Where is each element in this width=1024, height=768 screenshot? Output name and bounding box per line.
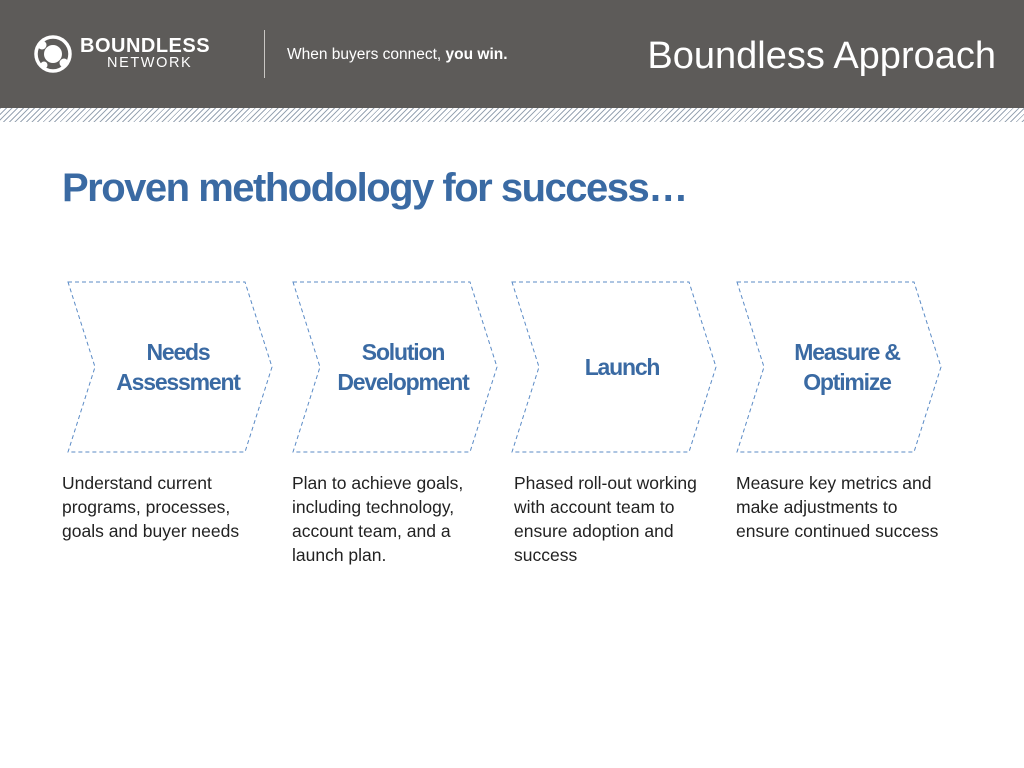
- step-description: Phased roll-out working with account team to ensure adoption and success: [514, 473, 697, 565]
- step-title-line1: Needs: [146, 339, 210, 365]
- step-title-line2: Development: [337, 369, 469, 395]
- step-description: Plan to achieve goals, including technology, account team, and a launch plan.: [292, 473, 464, 565]
- step-title-line2: Optimize: [803, 369, 891, 395]
- step-title: [97, 281, 259, 453]
- header-divider: [264, 30, 265, 78]
- section-title: Boundless Approach: [647, 35, 996, 77]
- tagline-emphasis: you win.: [445, 46, 508, 63]
- step-title: [541, 281, 703, 453]
- step-title-line1: Measure &: [794, 339, 900, 365]
- step-title-line2: Assessment: [116, 369, 240, 395]
- step-description: Understand current programs, processes, goals and buyer needs: [62, 473, 240, 541]
- tagline-prefix: When buyers connect,: [287, 46, 442, 63]
- logo-name: BOUNDLESS: [80, 35, 211, 57]
- step-title: [322, 281, 484, 453]
- logo-subtitle: NETWORK: [107, 55, 193, 71]
- step-title-line1: Solution: [361, 339, 445, 365]
- tagline: [287, 46, 508, 64]
- step-title: [766, 281, 928, 453]
- step-title-line1: Launch: [584, 354, 660, 380]
- hatched-stripe: [0, 108, 1024, 122]
- header-bar: [0, 0, 1024, 108]
- step-chevron-launch: [511, 281, 718, 453]
- step-chevron-measure-optimize: [736, 281, 943, 453]
- page-title: Proven methodology for success…: [62, 166, 687, 210]
- globe-logo-icon: [33, 34, 73, 74]
- step-chevron-solution-development: [292, 281, 499, 453]
- step-chevron-needs-assessment: [67, 281, 274, 453]
- step-description: Measure key metrics and make adjustments to ensure continued success: [736, 473, 939, 541]
